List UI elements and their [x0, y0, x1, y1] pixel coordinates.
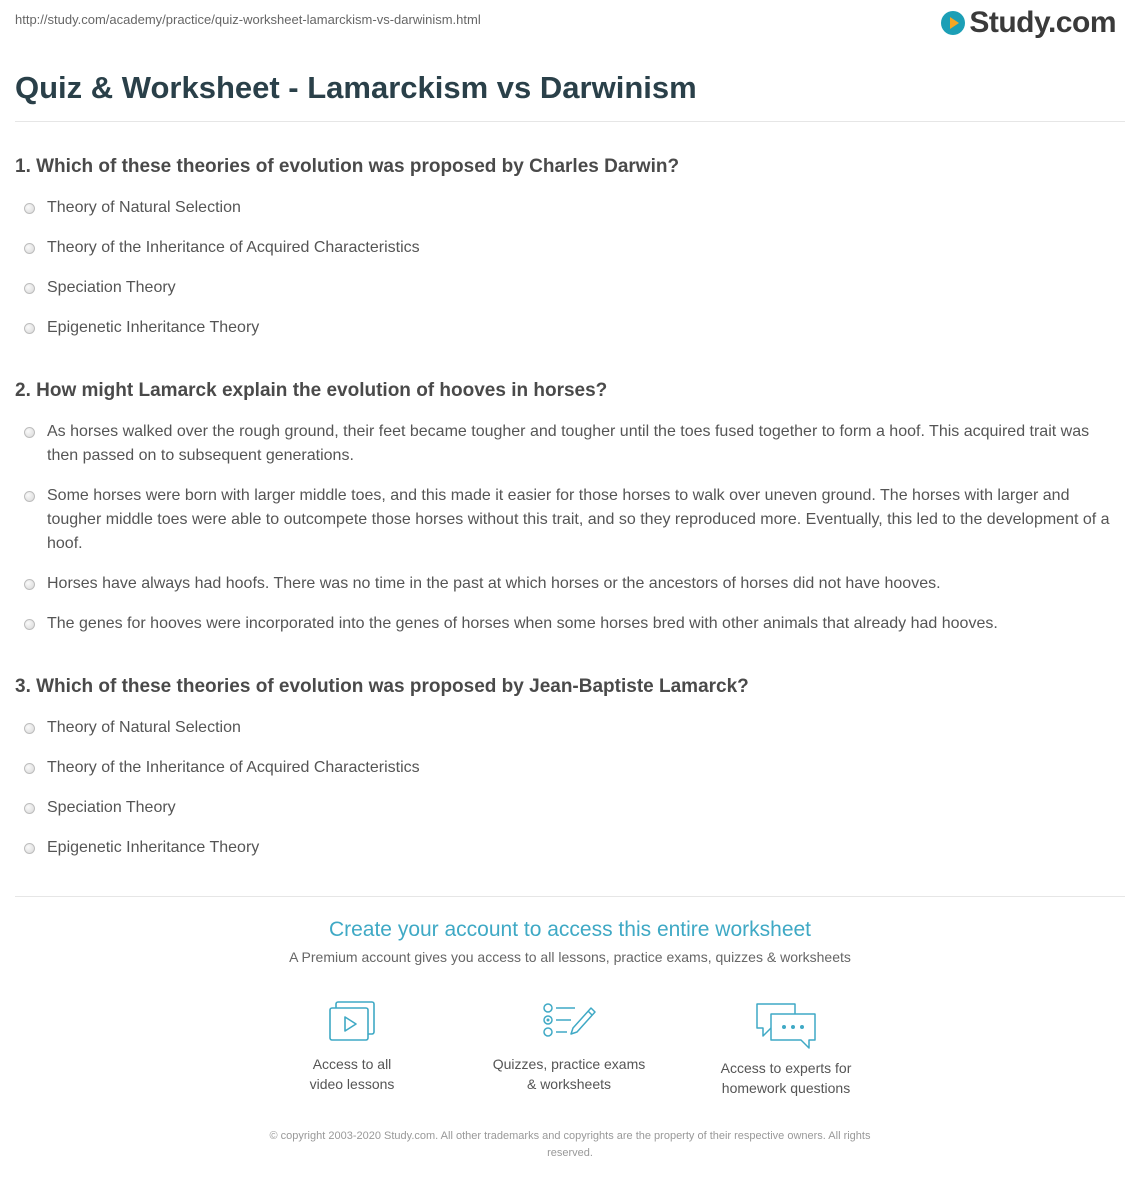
question-3-text: 3. Which of these theories of evolution was proposed by Jean-Baptiste Lamarck?	[15, 676, 749, 697]
radio-button[interactable]	[24, 203, 35, 214]
answer-option[interactable]	[15, 316, 1110, 340]
question-2-text: 2. How might Lamarck explain the evolution of hooves in horses?	[15, 380, 608, 401]
radio-button[interactable]	[24, 323, 35, 334]
page-url: http://study.com/academy/practice/quiz-worksheet-lamarckism-vs-darwinism.html	[15, 12, 481, 27]
feature-experts	[686, 1000, 886, 1098]
feature-quizzes	[469, 1000, 669, 1094]
answer-option[interactable]	[15, 196, 1110, 220]
answer-option[interactable]	[15, 716, 1110, 740]
radio-button[interactable]	[24, 843, 35, 854]
question-3-options	[15, 716, 1110, 876]
top-bar	[0, 0, 1140, 50]
answer-option[interactable]	[15, 612, 1110, 636]
radio-button[interactable]	[24, 243, 35, 254]
radio-button[interactable]	[24, 491, 35, 502]
feature-label-line2: video lessons	[309, 1076, 395, 1092]
question-1-text: 1. Which of these theories of evolution was proposed by Charles Darwin?	[15, 156, 680, 177]
radio-button[interactable]	[24, 427, 35, 438]
feature-label-line1: Quizzes, practice exams	[492, 1056, 646, 1072]
feature-label-line2: & worksheets	[526, 1076, 612, 1092]
question-2-options	[15, 420, 1110, 652]
copyright-line1: © copyright 2003-2020 Study.com. All other trademarks and copyrights are the property of their respective owners. All rights	[269, 1130, 871, 1142]
feature-label-line1: Access to experts for	[720, 1060, 852, 1076]
option-text: Horses have always had hoofs. There was no time in the past at which horses or the ancestors of horses did not have hooves.	[47, 575, 941, 592]
radio-button[interactable]	[24, 283, 35, 294]
premium-description: A Premium account gives you access to all lessons, practice exams, quizzes & worksheets	[289, 949, 851, 965]
cta-divider	[15, 896, 1125, 897]
answer-option[interactable]	[15, 836, 1110, 860]
copyright-line2: reserved.	[547, 1147, 593, 1159]
copyright-notice	[210, 1128, 930, 1162]
answer-option[interactable]	[15, 756, 1110, 780]
feature-label-line1: Access to all	[312, 1056, 392, 1072]
question-1-options	[15, 196, 1110, 356]
title-divider	[15, 121, 1125, 122]
option-text: Theory of Natural Selection	[47, 199, 241, 216]
radio-button[interactable]	[24, 723, 35, 734]
option-text: As horses walked over the rough ground, their feet became tougher and tougher until the toes fused together to form a hoof. This acquired trait was then passed on to subsequent generations.	[47, 423, 1090, 464]
logo-text: Study.com	[969, 6, 1116, 39]
answer-option[interactable]	[15, 572, 1110, 596]
answer-option[interactable]	[15, 236, 1110, 260]
answer-option[interactable]	[15, 420, 1110, 468]
option-text: Epigenetic Inheritance Theory	[47, 319, 260, 336]
expert-chat-icon	[753, 1000, 819, 1050]
option-text: Theory of the Inheritance of Acquired Characteristics	[47, 759, 420, 776]
radio-button[interactable]	[24, 763, 35, 774]
create-account-link[interactable]: Create your account to access this entire worksheet	[328, 918, 812, 941]
option-text: Epigenetic Inheritance Theory	[47, 839, 260, 856]
play-logo-icon	[941, 11, 965, 35]
option-text: Theory of Natural Selection	[47, 719, 241, 736]
quiz-checklist-icon	[541, 1000, 597, 1046]
option-text: Speciation Theory	[47, 799, 176, 816]
video-lessons-icon	[326, 1000, 378, 1046]
option-text: Speciation Theory	[47, 279, 176, 296]
option-text: Theory of the Inheritance of Acquired Characteristics	[47, 239, 420, 256]
radio-button[interactable]	[24, 619, 35, 630]
option-text: Some horses were born with larger middle toes, and this made it easier for those horses to walk over uneven ground. The horses with larger and tougher middle toes were able to outcompete those horses without this trait, and so they reproduced more. Eventually, this led to the development of a hoof.	[47, 487, 1110, 552]
feature-video-lessons	[252, 1000, 452, 1094]
option-text: The genes for hooves were incorporated into the genes of horses when some horses bred with other animals that already had hooves.	[47, 615, 998, 632]
answer-option[interactable]	[15, 484, 1110, 556]
radio-button[interactable]	[24, 579, 35, 590]
page-title: Quiz & Worksheet - Lamarckism vs Darwinism	[15, 70, 697, 105]
answer-option[interactable]	[15, 276, 1110, 300]
study-logo[interactable]	[941, 6, 1116, 40]
feature-label-line2: homework questions	[721, 1080, 851, 1096]
radio-button[interactable]	[24, 803, 35, 814]
answer-option[interactable]	[15, 796, 1110, 820]
